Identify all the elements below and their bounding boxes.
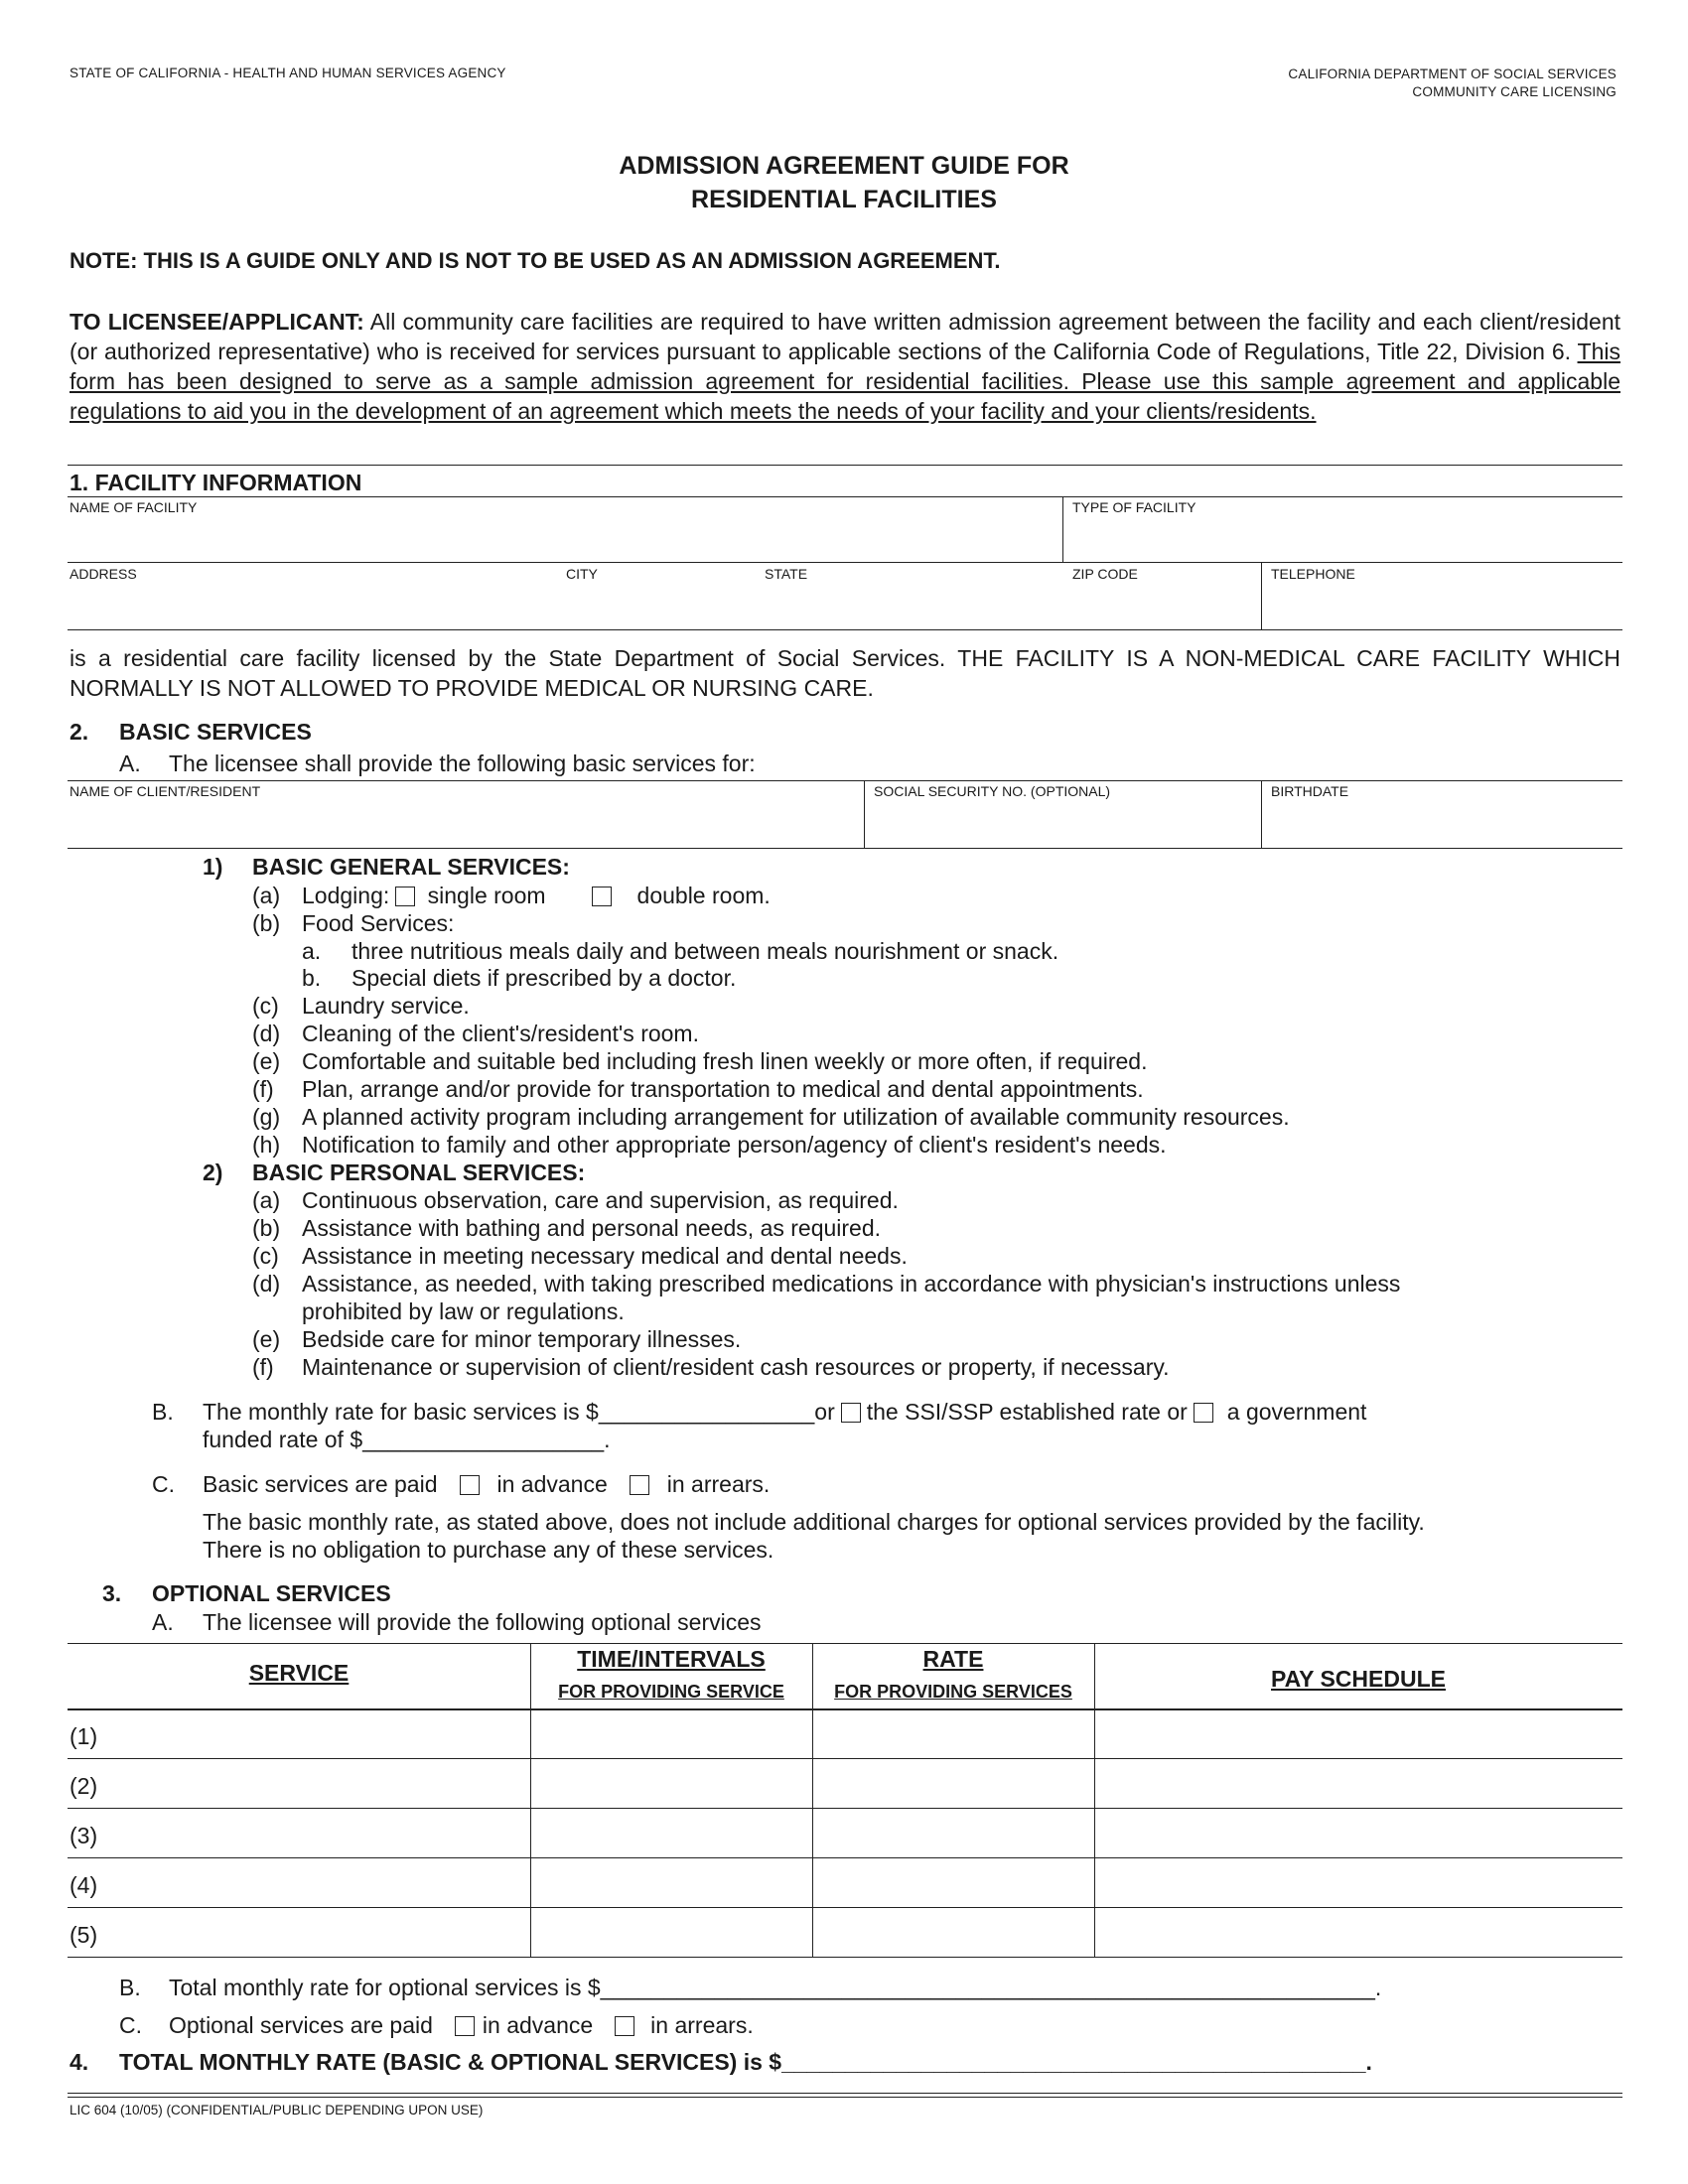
time-intervals-column-header: TIME/INTERVALS [577, 1646, 766, 1672]
general-item-label: (d) [252, 1021, 281, 1046]
personal-item-text: Bedside care for minor temporary illnesses. [302, 1326, 742, 1352]
government-funded-checkbox[interactable] [1194, 1403, 1213, 1423]
client-name-label: NAME OF CLIENT/RESIDENT [70, 783, 261, 799]
table-row-rule [68, 1857, 1622, 1858]
ssn-label: SOCIAL SECURITY NO. (OPTIONAL) [874, 783, 1111, 799]
section3-a-text: The licensee will provide the following optional services [203, 1609, 762, 1635]
table-row-rule [68, 1808, 1622, 1809]
lodging-line [302, 882, 771, 909]
general-item-label: (f) [252, 1076, 274, 1102]
personal-item-label: (c) [252, 1243, 279, 1269]
zip-telephone-divider [1261, 562, 1262, 629]
general-item-label: (e) [252, 1048, 281, 1074]
table-row-number: (3) [70, 1823, 98, 1848]
client-row-bottom-rule [68, 848, 1622, 849]
footer-rule [68, 2093, 1622, 2094]
table-row-number: (1) [70, 1723, 98, 1749]
optional-payment-line [169, 2011, 754, 2039]
form-number-footer: LIC 604 (10/05) (CONFIDENTIAL/PUBLIC DEPENDING UPON USE) [70, 2103, 484, 2117]
state-label: STATE [765, 566, 808, 582]
funded-rate-line: funded rate of $___________________. [203, 1427, 611, 1452]
personal-item-text: Maintenance or supervision of client/resident cash resources or property, if necessary. [302, 1354, 1170, 1380]
section1-rule [68, 496, 1622, 497]
city-label: CITY [566, 566, 598, 582]
section3-number: 3. [102, 1580, 122, 1606]
basic-payment-line [203, 1470, 770, 1498]
facility-statement: is a residential care facility licensed by the State Department of Social Services. THE FACILITY IS A NON-MEDICAL CARE FACILITY WHICH NORMALLY IS NOT ALLOWED TO PROVIDE MEDICAL OR NURSING CARE. [70, 645, 1620, 701]
lodging-label: (a) [252, 883, 281, 908]
intro-lead: TO LICENSEE/APPLICANT: [70, 309, 364, 335]
general-services-number: 1) [203, 854, 223, 880]
personal-services-number: 2) [203, 1160, 223, 1185]
section2-a-text: The licensee shall provide the following basic services for: [169, 751, 756, 776]
facility-type-label: TYPE OF FACILITY [1072, 499, 1196, 515]
optional-arrears-label: in arrears. [650, 2012, 754, 2038]
monthly-rate-text: The monthly rate for basic services is $_________________or [203, 1399, 835, 1425]
food-services-text: Food Services: [302, 910, 455, 936]
personal-item-label: (a) [252, 1187, 281, 1213]
food-item-b-text: Special diets if prescribed by a doctor. [352, 965, 737, 991]
department-header-line2: COMMUNITY CARE LICENSING [1412, 84, 1617, 99]
double-room-label: double room. [636, 883, 771, 908]
double-room-checkbox[interactable] [592, 887, 612, 906]
basic-advance-checkbox[interactable] [460, 1475, 480, 1495]
basic-arrears-label: in arrears. [666, 1471, 771, 1497]
department-header-line1: CALIFORNIA DEPARTMENT OF SOCIAL SERVICES [1288, 67, 1617, 81]
department-header [1288, 66, 1617, 101]
general-item-label: (g) [252, 1104, 281, 1130]
facility-row2-rule [68, 629, 1622, 630]
general-item-text: A planned activity program including arrangement for utilization of available community resources. [302, 1104, 1290, 1130]
form-title-line2: RESIDENTIAL FACILITIES [691, 186, 997, 213]
section3-a-label: A. [152, 1609, 174, 1635]
single-room-checkbox[interactable] [395, 887, 415, 906]
personal-item-text: Assistance, as needed, with taking prescribed medications in accordance with physician's instructions unless [302, 1271, 1401, 1297]
intro-paragraph [70, 307, 1620, 426]
birthdate-label: BIRTHDATE [1271, 783, 1349, 799]
personal-item-label: (b) [252, 1215, 281, 1241]
optional-payment-text: Optional services are paid [169, 2012, 433, 2038]
footer-rule [68, 2097, 1622, 2098]
section2-heading: BASIC SERVICES [119, 719, 312, 745]
agency-header: STATE OF CALIFORNIA - HEALTH AND HUMAN SERVICES AGENCY [70, 66, 506, 80]
table-row-number: (5) [70, 1922, 98, 1948]
general-item-label: (c) [252, 993, 279, 1019]
basic-payment-text: Basic services are paid [203, 1471, 438, 1497]
optional-total-line: Total monthly rate for optional services is $_____________________________________________________________. [169, 1975, 1382, 2000]
section1-heading: 1. FACILITY INFORMATION [70, 470, 362, 495]
general-item-text: Cleaning of the client's/resident's room. [302, 1021, 699, 1046]
general-item-text: Comfortable and suitable bed including fresh linen weekly or more often, if required. [302, 1048, 1148, 1074]
personal-item-continuation: prohibited by law or regulations. [302, 1298, 625, 1324]
intro-text: All community care facilities are required to have written admission agreement between the facility and each client/resident (or authorized representative) who is received for services pursuant to applicable sections of the California Code of Regulations, Title 22, Division 6. [70, 309, 1621, 364]
government-label: a government [1226, 1399, 1367, 1425]
intro-underlined: This form has been designed to serve as a sample admission agreement for residential facilities. Please use this sample agreement and applicable regulations to aid you in the development of an agreement which meets the needs of your facility and your clients/residents. [70, 339, 1620, 424]
table-top-rule [68, 1643, 1622, 1644]
form-title [0, 149, 1688, 216]
section3-b-label: B. [119, 1975, 141, 2000]
client-ssn-divider [864, 780, 865, 848]
client-row-top-rule [68, 780, 1622, 781]
ssi-ssp-label: the SSI/SSP established rate or [866, 1399, 1188, 1425]
general-item-text: Laundry service. [302, 993, 470, 1019]
personal-item-label: (f) [252, 1354, 274, 1380]
optional-arrears-checkbox[interactable] [615, 2016, 634, 2036]
personal-services-heading: BASIC PERSONAL SERVICES: [252, 1160, 586, 1185]
ssi-ssp-checkbox[interactable] [841, 1403, 861, 1423]
table-row-rule [68, 1758, 1622, 1759]
facility-name-divider [1062, 496, 1063, 562]
lodging-text: Lodging: [302, 883, 390, 908]
time-intervals-subheader: FOR PROVIDING SERVICE [558, 1682, 784, 1702]
section3-heading: OPTIONAL SERVICES [152, 1580, 391, 1606]
section2-number: 2. [70, 719, 89, 745]
basic-arrears-checkbox[interactable] [630, 1475, 649, 1495]
section2-b-label: B. [152, 1399, 174, 1425]
optional-advance-checkbox[interactable] [455, 2016, 475, 2036]
total-monthly-rate: TOTAL MONTHLY RATE (BASIC & OPTIONAL SERVICES) is $______________________________________________. [119, 2049, 1372, 2075]
basic-rate-note-1: The basic monthly rate, as stated above, does not include additional charges for optional services provided by the facility. [203, 1509, 1425, 1535]
general-item-text: Plan, arrange and/or provide for transportation to medical and dental appointments. [302, 1076, 1144, 1102]
rate-subheader: FOR PROVIDING SERVICES [834, 1682, 1072, 1702]
single-room-label: single room [427, 883, 546, 908]
basic-advance-label: in advance [496, 1471, 608, 1497]
personal-item-text: Assistance with bathing and personal needs, as required. [302, 1215, 882, 1241]
general-item-text: Notification to family and other appropriate person/agency of client's resident's needs. [302, 1132, 1167, 1158]
table-row-rule [68, 1907, 1622, 1908]
personal-item-text: Continuous observation, care and supervision, as required. [302, 1187, 899, 1213]
basic-rate-note-2: There is no obligation to purchase any of these services. [203, 1537, 774, 1563]
guide-note: NOTE: THIS IS A GUIDE ONLY AND IS NOT TO BE USED AS AN ADMISSION AGREEMENT. [70, 248, 1001, 273]
address-label: ADDRESS [70, 566, 137, 582]
rate-column-header: RATE [922, 1646, 984, 1672]
ssn-birthdate-divider [1261, 780, 1262, 848]
section4-number: 4. [70, 2049, 89, 2075]
food-item-b-label: b. [302, 965, 322, 991]
personal-item-label: (d) [252, 1271, 281, 1297]
food-item-a-label: a. [302, 938, 322, 964]
personal-item-label: (e) [252, 1326, 281, 1352]
section1-top-rule [68, 465, 1622, 466]
table-bottom-rule [68, 1957, 1622, 1958]
facility-row1-rule [68, 562, 1622, 563]
table-header-rule [68, 1708, 1622, 1710]
table-row-number: (4) [70, 1872, 98, 1898]
service-column-header: SERVICE [248, 1660, 350, 1686]
personal-item-text: Assistance in meeting necessary medical and dental needs. [302, 1243, 908, 1269]
telephone-label: TELEPHONE [1271, 566, 1355, 582]
section2-c-label: C. [152, 1471, 175, 1497]
food-item-a-text: three nutritious meals daily and between meals nourishment or snack. [352, 938, 1059, 964]
facility-name-label: NAME OF FACILITY [70, 499, 198, 515]
table-row-number: (2) [70, 1773, 98, 1799]
optional-advance-label: in advance [482, 2012, 594, 2038]
section2-a-label: A. [119, 751, 141, 776]
general-item-label: (h) [252, 1132, 281, 1158]
form-title-line1: ADMISSION AGREEMENT GUIDE FOR [619, 152, 1069, 180]
monthly-rate-line [203, 1398, 1366, 1426]
general-services-heading: BASIC GENERAL SERVICES: [252, 854, 570, 880]
section3-c-label: C. [119, 2012, 142, 2038]
food-services-label: (b) [252, 910, 281, 936]
pay-schedule-column-header: PAY SCHEDULE [1271, 1666, 1446, 1692]
zip-label: ZIP CODE [1072, 566, 1138, 582]
